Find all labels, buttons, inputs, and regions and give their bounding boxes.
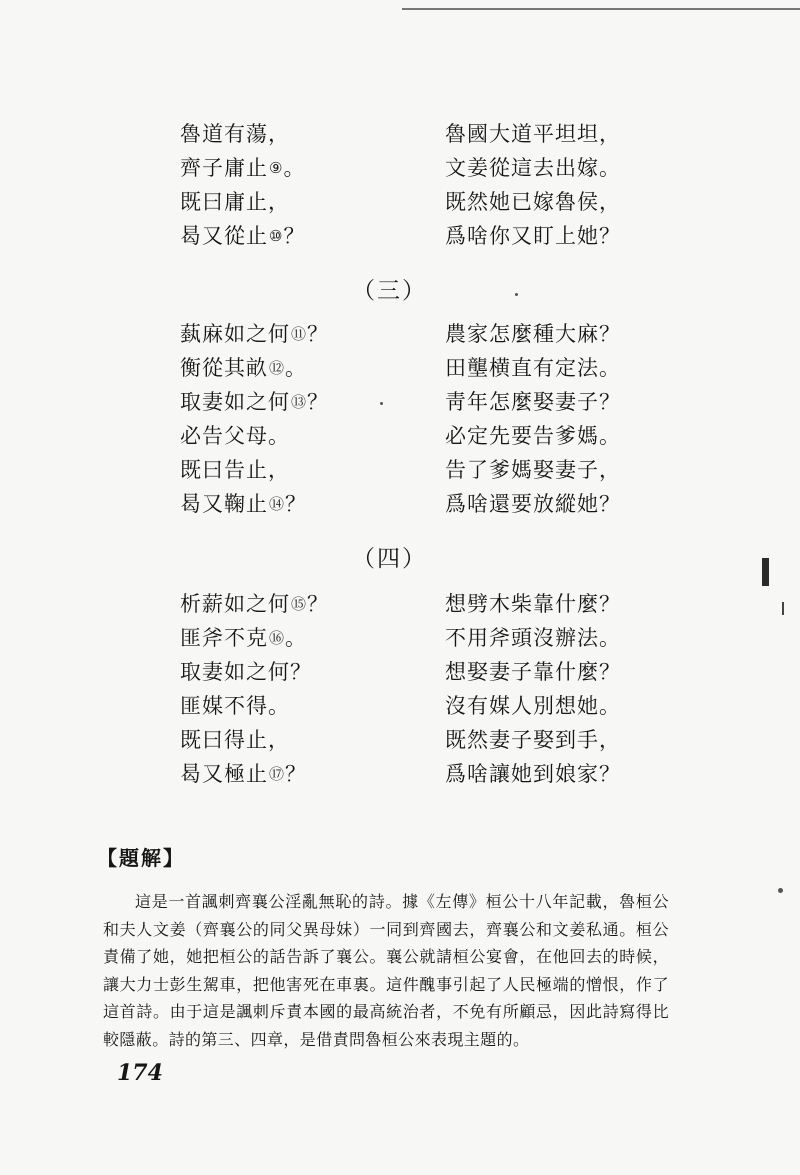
translation-line: 不用斧頭沒辦法。 — [445, 626, 621, 650]
stanza-two — [180, 118, 620, 254]
translation-line: 田壟横直有定法。 — [445, 356, 621, 380]
top-rule — [402, 8, 800, 10]
poem-line — [180, 420, 620, 454]
stanza-heading-three: （三） — [352, 278, 427, 304]
translation-line: 想劈木柴靠什麼？ — [445, 592, 621, 616]
scan-speck — [778, 888, 783, 893]
translation-line: 沒有媒人別想她。 — [445, 694, 621, 718]
translation-line: 必定先要告爹媽。 — [445, 424, 621, 448]
stanza-four — [180, 588, 620, 792]
poem-line — [180, 454, 620, 488]
original-line: 衡從其畝⑫。 — [180, 356, 308, 380]
translation-line: 告了爹媽娶妻子， — [445, 458, 621, 482]
poem-line — [180, 588, 620, 622]
scan-speck — [380, 402, 383, 405]
stanza-heading-four: （四） — [352, 546, 427, 572]
original-line: 曷又鞠止⑭？ — [180, 492, 308, 516]
poem-line — [180, 318, 620, 352]
poem-line — [180, 488, 620, 522]
original-line: 匪媒不得。 — [180, 694, 290, 718]
original-line: 魯道有蕩， — [180, 122, 290, 146]
translation-line: 爲啥你又盯上她？ — [445, 224, 621, 248]
original-line: 齊子庸止⑨。 — [180, 156, 306, 180]
poem-line — [180, 622, 620, 656]
translation-line: 文姜從這去出嫁。 — [445, 156, 621, 180]
poem-line — [180, 352, 620, 386]
original-line: 既曰庸止， — [180, 190, 290, 214]
translation-line: 農家怎麼種大麻？ — [445, 322, 621, 346]
poem-line — [180, 186, 620, 220]
commentary-paragraph: 這是一首諷刺齊襄公淫亂無恥的詩。據《左傳》桓公十八年記載，魯桓公和夫人文姜（齊襄公的同父異母妹）一同到齊國去，齊襄公和文姜私通。桓公責備了她，她把桓公的話告訴了襄公。襄公就請桓公宴會，在他回去的時候，讓大力士彭生駕車，把他害死在車裏。這件醜事引起了人民極端的憎恨，作了這首詩。由于這是諷刺斥責本國的最高統治者，不免有所顧忌，因此詩寫得比較隱蔽。詩的第三、四章，是借責問魯桓公來表現主題的。 — [103, 892, 669, 1049]
poem-line — [180, 758, 620, 792]
section-title: 【題解】 — [97, 846, 185, 870]
margin-tick — [782, 602, 784, 615]
poem-line — [180, 724, 620, 758]
original-line: 既曰得止， — [180, 728, 290, 752]
poem-line — [180, 220, 620, 254]
poem-line — [180, 152, 620, 186]
original-line: 蓺麻如之何⑪？ — [180, 322, 330, 346]
original-line: 既曰告止， — [180, 458, 290, 482]
original-line: 曷又從止⑩？ — [180, 224, 306, 248]
original-line: 取妻如之何？ — [180, 660, 312, 684]
translation-line: 想娶妻子靠什麼？ — [445, 660, 621, 684]
original-line: 匪斧不克⑯。 — [180, 626, 308, 650]
original-line: 析薪如之何⑮？ — [180, 592, 330, 616]
scan-speck — [515, 293, 518, 296]
poem-line — [180, 690, 620, 724]
page-number: 174 — [117, 1060, 163, 1086]
translation-line: 既然妻子娶到手， — [445, 728, 621, 752]
original-line: 曷又極止⑰？ — [180, 762, 308, 786]
stanza-three — [180, 318, 620, 522]
translation-line: 爲啥讓她到娘家？ — [445, 762, 621, 786]
original-line: 取妻如之何⑬？ — [180, 390, 330, 414]
translation-line: 魯國大道平坦坦， — [445, 122, 621, 146]
poem-line — [180, 386, 620, 420]
translation-line: 既然她已嫁魯侯， — [445, 190, 621, 214]
margin-mark — [762, 558, 769, 586]
poem-line — [180, 656, 620, 690]
original-line: 必告父母。 — [180, 424, 290, 448]
translation-line: 靑年怎麼娶妻子？ — [445, 390, 621, 414]
poem-line — [180, 118, 620, 152]
translation-line: 爲啥還要放縱她？ — [445, 492, 621, 516]
